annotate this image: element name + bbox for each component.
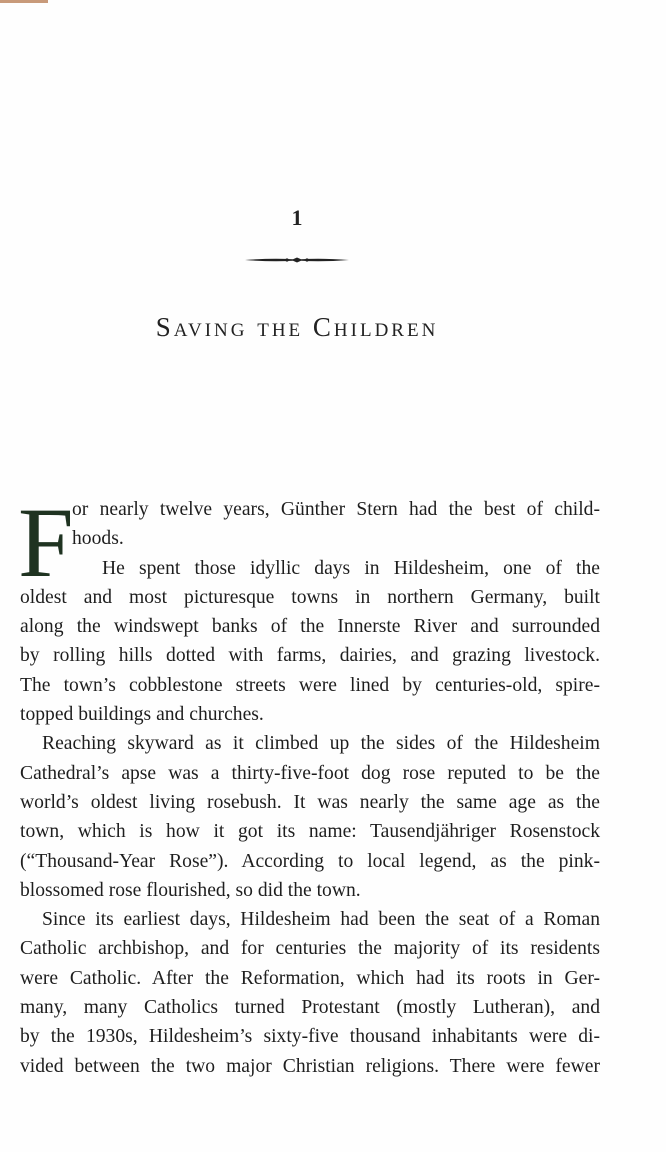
text-line: oldest and most picturesque towns in northern Germany, built — [20, 586, 600, 608]
text-line: town, which is how it got its name: Tausendjähriger Rosenstock — [20, 821, 600, 843]
text-line: or nearly twelve years, Günther Stern had the best of child- — [72, 499, 600, 520]
text-line: Since its earliest days, Hildesheim had been the seat of a Roman — [42, 909, 600, 931]
text-line: (“Thousand-Year Rose”). According to local legend, as the pink- — [20, 850, 600, 872]
text-line: Reaching skyward as it climbed up the sides of the Hildesheim — [42, 733, 600, 755]
text-line: Catholic archbishop, and for centuries the majority of its residents — [20, 938, 600, 960]
text-line: hoods. — [72, 528, 124, 550]
text-line: blossomed rose flourished, so did the town. — [20, 879, 361, 901]
text-line: by the 1930s, Hildesheim’s sixty-five thousand inhabitants were di- — [20, 1026, 600, 1048]
text-line: Cathedral’s apse was a thirty-five-foot dog rose reputed to be the — [20, 762, 600, 784]
chapter-number: 1 — [291, 205, 303, 230]
text-line: along the windswept banks of the Innerste River and surrounded — [20, 616, 600, 638]
text-line: topped buildings and churches. — [20, 704, 264, 726]
text-line: were Catholic. After the Reformation, which had its roots in Ger- — [20, 967, 600, 989]
text-line: by rolling hills dotted with farms, dairies, and grazing livestock. — [20, 645, 600, 667]
chapter-title: Saving the Children — [155, 312, 439, 342]
text-line: vided between the two major Christian religions. There were fewer — [20, 1055, 600, 1077]
text-line: He spent those idyllic days in Hildesheim, one of the — [102, 557, 600, 579]
text-line: world’s oldest living rosebush. It was nearly the same age as the — [20, 791, 600, 813]
chapter-body-text — [18, 487, 600, 1081]
chapter-ornament-divider — [243, 250, 351, 270]
drop-cap-letter: F — [18, 487, 74, 598]
text-line: many, many Catholics turned Protestant (mostly Lutheran), and — [20, 997, 600, 1019]
scan-edge-mark — [0, 0, 48, 3]
text-line: The town’s cobblestone streets were lined by centuries-old, spire- — [20, 674, 600, 696]
